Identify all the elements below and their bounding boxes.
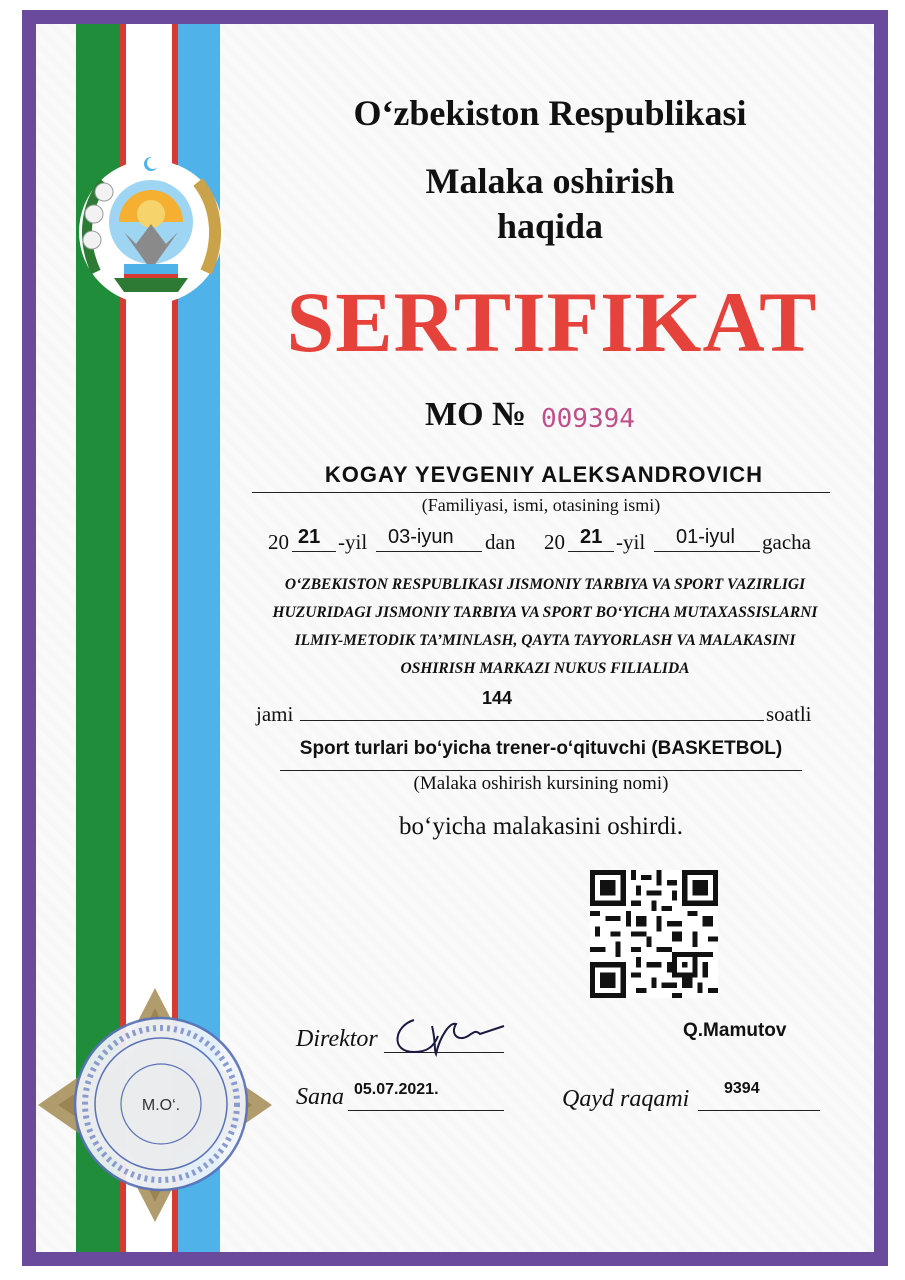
divider	[252, 492, 830, 493]
closing-text: bo‘yicha malakasini oshirdi.	[399, 813, 683, 840]
number-prefix: MO №	[425, 396, 527, 433]
divider	[568, 551, 614, 552]
header-line1: O‘zbekiston Respublikasi	[353, 93, 747, 133]
divider	[698, 1110, 820, 1111]
hours-value: 144	[482, 688, 513, 708]
course-name: Sport turlari bo‘yicha trener-o‘qituvchi (BASKETBOL)	[299, 738, 783, 759]
start-date: 03-iyun	[388, 526, 454, 548]
divider	[292, 551, 336, 552]
yil-label: -yil	[616, 530, 646, 554]
registration-value: 9394	[724, 1080, 760, 1097]
divider	[300, 720, 764, 721]
date-label: Sana	[296, 1084, 344, 1110]
gacha-label: gacha	[762, 530, 811, 554]
organization-text	[245, 571, 845, 683]
dan-label: dan	[485, 530, 516, 554]
director-name: Q.Mamutov	[683, 1020, 787, 1041]
organization-line: OSHIRISH MARKAZI NUKUS FILIALIDA	[400, 660, 690, 677]
organization-line: O‘ZBEKISTON RESPUBLIKASI JISMONIY TARBIYA VA SPORT VAZIRLIGI	[284, 576, 806, 593]
certificate-title: SERTIFIKAT	[286, 274, 818, 370]
header-line3: haqida	[496, 206, 604, 246]
end-year: 21	[580, 526, 603, 548]
holder-caption: (Familiyasi, ismi, otasining ismi)	[421, 495, 661, 515]
seal-label: M.O‘.	[141, 1097, 181, 1114]
date-value: 05.07.2021.	[354, 1081, 439, 1098]
holder-name: KOGAY YEVGENIY ALEKSANDROVICH	[324, 462, 764, 487]
year-prefix: 20	[544, 530, 565, 554]
official-seal-icon	[36, 986, 274, 1224]
header-line2: Malaka oshirish	[425, 161, 675, 201]
registration-label: Qayd raqami	[562, 1086, 690, 1112]
director-signature-icon	[384, 1006, 508, 1060]
director-label: Direktor	[296, 1026, 378, 1052]
qr-code-icon	[590, 870, 718, 998]
hours-prefix: jami	[256, 702, 294, 726]
divider	[654, 551, 760, 552]
start-year: 21	[298, 526, 321, 548]
divider	[376, 551, 482, 552]
divider	[348, 1110, 504, 1111]
organization-line: ILMIY-METODIK TA’MINLASH, QAYTA TAYYORLASH VA MALAKASINI	[294, 632, 796, 649]
year-prefix: 20	[268, 530, 289, 554]
state-emblem-icon	[74, 152, 228, 306]
hours-suffix: soatli	[766, 702, 812, 726]
certificate-number: 009394	[541, 404, 635, 434]
end-date: 01-iyul	[676, 526, 735, 548]
divider	[280, 770, 802, 771]
course-caption: (Malaka oshirish kursining nomi)	[413, 773, 669, 794]
yil-label: -yil	[338, 530, 368, 554]
organization-line: HUZURIDAGI JISMONIY TARBIYA VA SPORT BO‘YICHA MUTAXASSISLARNI	[272, 604, 818, 621]
